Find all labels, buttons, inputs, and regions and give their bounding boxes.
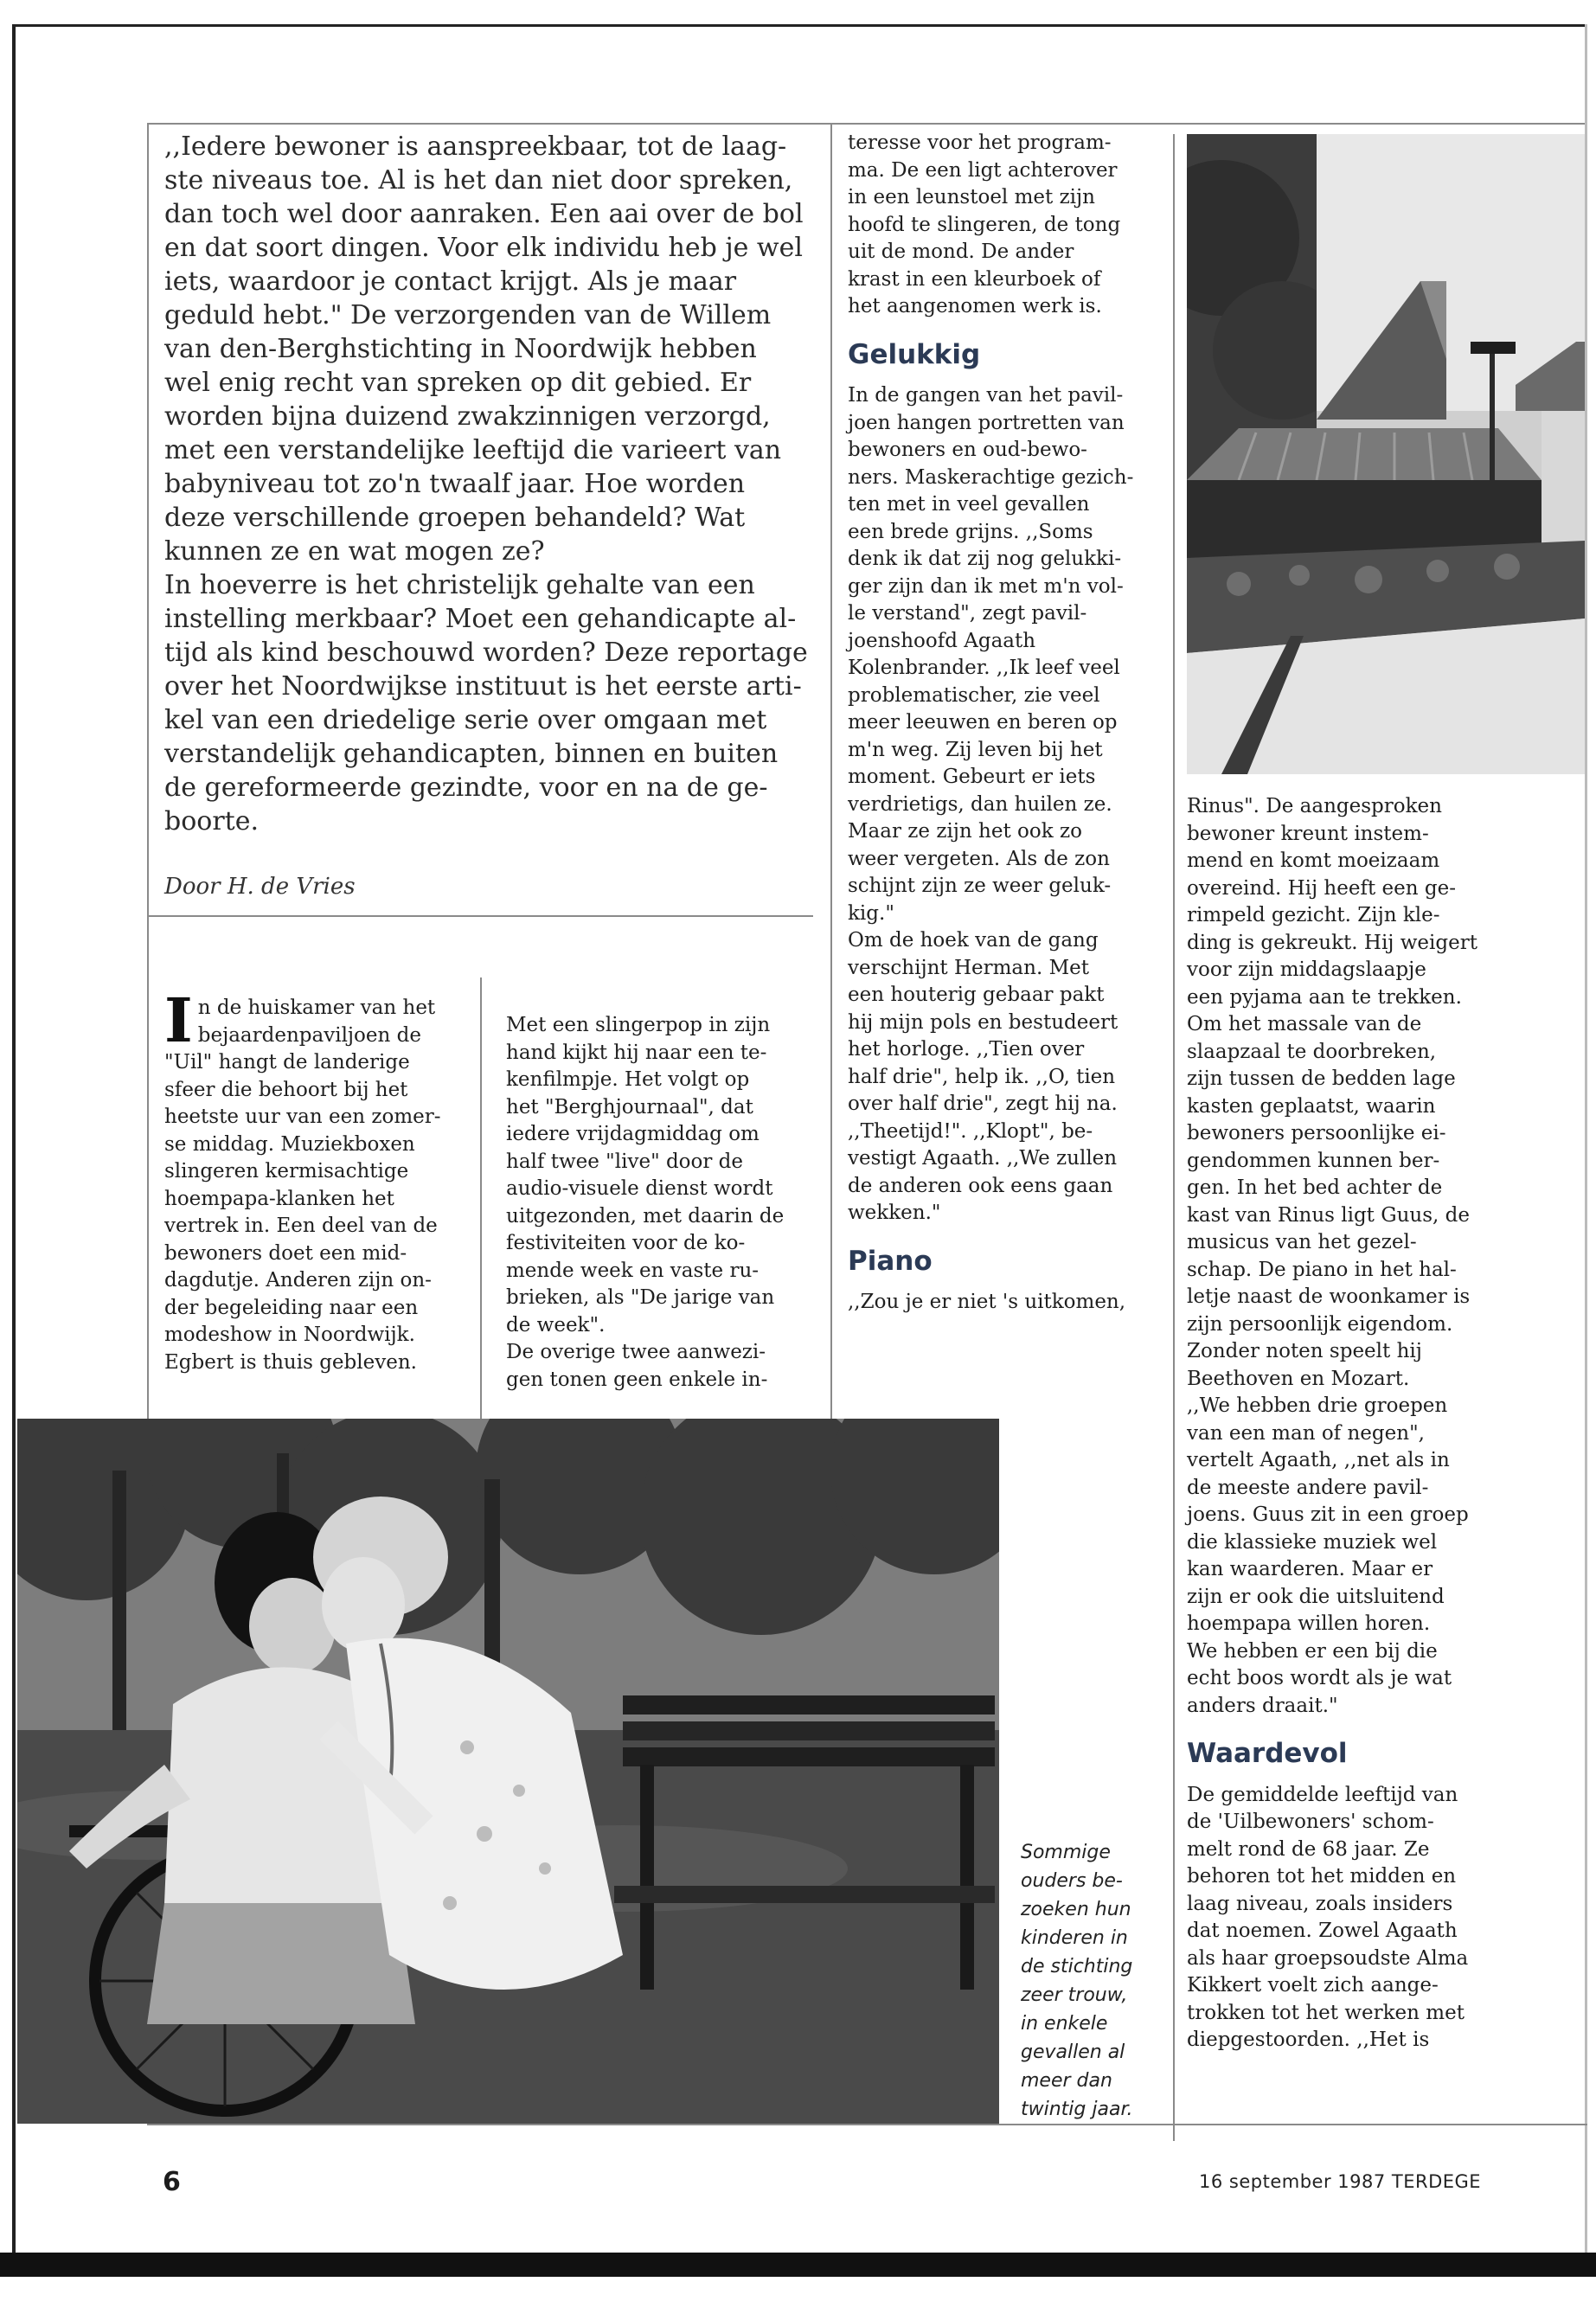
body-line: meer leeuwen en beren op (848, 711, 1118, 734)
body-line: die klassieke muziek wel (1187, 1530, 1438, 1554)
body-line: zijn tussen de bedden lage (1187, 1067, 1456, 1090)
subheading-gelukkig: Gelukkig (848, 338, 981, 370)
body-line: melt rond de 68 jaar. Ze (1187, 1837, 1430, 1861)
intro-line: dan toch wel door aanraken. Een aai over de bol (164, 199, 804, 229)
bottom-rule (147, 2124, 1587, 2125)
body-line: uitgezonden, met daarin de (506, 1204, 785, 1227)
intro-line: verstandelijk gehandicapten, binnen en buiten (164, 739, 779, 769)
photo-caption (1021, 1838, 1163, 2124)
body-line: bewoner kreunt instem- (1187, 822, 1429, 845)
body-line: joens. Guus zit in een groep (1187, 1503, 1469, 1526)
subheading-piano: Piano (848, 1245, 933, 1277)
body-line: kig." (848, 901, 894, 925)
body-line: Maar ze zijn het ook zo (848, 820, 1082, 843)
body-line: ,,We hebben drie groepen (1187, 1394, 1448, 1417)
body-line: schijnt zijn ze weer geluk- (848, 875, 1112, 897)
intro-line: geduld hebt." De verzorgenden van de Willem (164, 300, 772, 330)
column-rule-left (147, 123, 149, 1420)
body-line: letje naast de woonkamer is (1187, 1285, 1471, 1308)
feature-photo (17, 1419, 999, 2124)
intro-line: kel van een driedelige serie over omgaan met (164, 705, 767, 735)
body-line: rimpeld gezicht. Zijn kle- (1187, 904, 1440, 926)
body-line: dagdutje. Anderen zijn on- (164, 1269, 432, 1292)
body-line: slaapzaal te doorbreken, (1187, 1040, 1437, 1063)
intro-line: met een verstandelijke leeftijd die varieert van (164, 435, 782, 465)
body-line: het "Berghjournaal", dat (506, 1095, 753, 1118)
body-line: half twee "live" door de (506, 1150, 744, 1173)
body-line: Om het massale van de (1187, 1013, 1422, 1035)
body-line: ,,Zou je er niet 's uitkomen, (848, 1291, 1126, 1313)
drop-cap: I (164, 984, 193, 1056)
intro-line: deze verschillende groepen behandeld? Wat (164, 503, 746, 533)
body-line: Met een slingerpop in zijn (506, 1014, 771, 1036)
intro-line: worden bijna duizend zwakzinnigen verzorgd, (164, 401, 771, 432)
intro-line: wel enig recht van spreken op dit gebied. Er (164, 368, 752, 398)
intro-line: van den-Berghstichting in Noordwijk hebben (164, 334, 757, 364)
page-frame-right (1585, 24, 1587, 2256)
feature-photo-graphic (17, 1419, 999, 2124)
intro-line: boorte. (164, 806, 260, 836)
page-number: 6 (163, 2167, 181, 2197)
body-line: mend en komt moeizaam (1187, 849, 1440, 872)
body-line: ger zijn dan ik met m'n vol- (848, 574, 1124, 598)
intro-line: tijd als kind beschouwd worden? Deze reportage (164, 638, 808, 668)
caption-line: gevallen al (1021, 2041, 1125, 2063)
body-line: krast in een kleurboek of (848, 267, 1101, 291)
body-line: een brede grijns. ,,Soms (848, 520, 1093, 543)
body-line: in een leunstoel met zijn (848, 186, 1095, 208)
body-line: musicus van het gezel- (1187, 1231, 1417, 1253)
intro-line: instelling merkbaar? Moet een gehandicapte al- (164, 604, 797, 634)
column-rule-right (1173, 134, 1175, 2141)
body-line: Zonder noten speelt hij (1187, 1340, 1422, 1362)
body-line: "Uil" hangt de landerige (164, 1051, 410, 1074)
issue-line: 16 september 1987 TERDEGE (1199, 2171, 1482, 2192)
body-line: vestigt Agaath. ,,We zullen (848, 1147, 1118, 1170)
page-frame-top (12, 24, 1586, 27)
body-line: ding is gekreukt. Hij weigert (1187, 931, 1477, 954)
body-line: hoofd te slingeren, de tong (848, 213, 1121, 236)
body-line: hij mijn pols en bestudeert (848, 1010, 1118, 1034)
intro-line: ,,Iedere bewoner is aanspreekbaar, tot de laag- (164, 131, 787, 162)
body-line: brieken, als "De jarige van (506, 1286, 775, 1309)
body-line: laag niveau, zoals insiders (1187, 1892, 1453, 1915)
intro-line: de gereformeerde gezindte, voor en na de ge- (164, 772, 768, 803)
intro-line: kunnen ze en wat mogen ze? (164, 536, 545, 567)
body-line: een houterig gebaar pakt (848, 984, 1105, 1006)
body-line: verdrietigs, dan huilen ze. (848, 792, 1112, 816)
body-line: le verstand", zegt pavil- (848, 602, 1087, 625)
body-line: diepgestoorden. ,,Het is (1187, 2029, 1430, 2051)
body-column-1 (164, 984, 463, 1376)
caption-line: kinderen in (1021, 1927, 1128, 1949)
body-line: van een man of negen", (1187, 1421, 1425, 1445)
body-line: kenfilmpje. Het volgt op (506, 1068, 750, 1091)
body-line: zijn persoonlijk eigendom. (1187, 1312, 1453, 1336)
body-line: ten met in veel gevallen (848, 493, 1090, 516)
body-line: moment. Gebeurt er iets (848, 766, 1096, 788)
body-line: bewoners en oud-bewo- (848, 439, 1087, 461)
body-line: uit de mond. De ander (848, 240, 1074, 263)
body-column-2 (506, 1012, 813, 1394)
body-line: Egbert is thuis gebleven. (164, 1350, 417, 1374)
body-line: een pyjama aan te trekken. (1187, 985, 1462, 1009)
intro-line: over het Noordwijkse instituut is het eerste arti- (164, 671, 802, 702)
body-line: gendommen kunnen ber- (1187, 1149, 1440, 1172)
body-line: bejaardenpaviljoen de (197, 1023, 421, 1047)
body-line: verschijnt Herman. Met (848, 956, 1089, 979)
body-line: m'n weg. Zij leven bij het (848, 738, 1103, 761)
body-line: het horloge. ,,Tien over (848, 1038, 1085, 1061)
body-line: mende week en vaste ru- (506, 1259, 760, 1282)
body-line: Kolenbrander. ,,Ik leef veel (848, 657, 1120, 679)
caption-line: twintig jaar. (1021, 2099, 1133, 2120)
body-line: trokken tot het werken met (1187, 2001, 1465, 2024)
body-line: teresse voor het program- (848, 131, 1112, 154)
body-line: gen tonen geen enkele in- (506, 1368, 768, 1391)
body-line: sfeer die behoort bij het (164, 1078, 408, 1101)
page-frame-left (12, 24, 16, 2256)
body-column-4 (1187, 793, 1533, 2054)
body-line: wekken." (848, 1202, 941, 1224)
body-line: zijn er ook die uitsluitend (1187, 1585, 1445, 1608)
body-line: bewoners persoonlijke ei- (1187, 1122, 1446, 1144)
intro-line: iets, waardoor je contact krijgt. Als je maar (164, 266, 737, 297)
body-line: kan waarderen. Maar er (1187, 1558, 1433, 1580)
body-line: de week". (506, 1313, 606, 1336)
body-line: De overige twee aanwezi- (506, 1341, 766, 1363)
top-rule (147, 123, 1585, 125)
body-line: bewoners doet een mid- (164, 1241, 407, 1265)
building-photo-graphic (1187, 134, 1585, 774)
intro-line: en dat soort dingen. Voor elk individu heb je wel (164, 233, 803, 263)
body-line: hand kijkt hij naar een te- (506, 1041, 767, 1064)
byline-rule (147, 915, 813, 917)
body-line: modeshow in Noordwijk. (164, 1324, 415, 1346)
body-line: de meeste andere pavil- (1187, 1476, 1429, 1499)
body-column-3 (848, 130, 1159, 1317)
column-rule-body (480, 977, 482, 1419)
body-line: Kikkert voelt zich aange- (1187, 1974, 1439, 1997)
building-photo (1187, 134, 1585, 774)
caption-line: in enkele (1021, 2013, 1108, 2035)
body-line: weer vergeten. Als de zon (848, 847, 1110, 870)
body-line: als haar groepsoudste Alma (1187, 1946, 1469, 1970)
body-line: denk ik dat zij nog gelukki- (848, 548, 1122, 570)
body-line: In de gangen van het pavil- (848, 384, 1124, 407)
body-line: half drie", help ik. ,,O, tien (848, 1065, 1116, 1088)
caption-line: de stichting (1021, 1956, 1133, 1977)
body-line: n de huiskamer van het (197, 997, 436, 1019)
subheading-waardevol: Waardevol (1187, 1738, 1348, 1769)
body-line: ma. De een ligt achterover (848, 158, 1118, 182)
body-line: heetste uur van een zomer- (164, 1106, 441, 1128)
caption-line: ouders be- (1021, 1870, 1123, 1892)
intro-line: In hoeverre is het christelijk gehalte van een (164, 570, 755, 600)
body-line: audio-visuele dienst wordt (506, 1177, 773, 1200)
body-line: Rinus". De aangesproken (1187, 795, 1442, 817)
body-line: festiviteiten voor de ko- (506, 1232, 746, 1254)
caption-line: Sommige (1021, 1842, 1111, 1863)
body-line: overeind. Hij heeft een ge- (1187, 876, 1456, 900)
body-line: het aangenomen werk is. (848, 295, 1102, 317)
intro-line: ste niveaus toe. Al is het dan niet door spreken, (164, 165, 793, 195)
body-line: slingeren kermisachtige (164, 1160, 409, 1183)
body-line: De gemiddelde leeftijd van (1187, 1783, 1458, 1806)
body-line: schap. De piano in het hal- (1187, 1258, 1457, 1281)
body-line: hoempapa willen horen. (1187, 1612, 1431, 1635)
body-line: echt boos wordt als je wat (1187, 1667, 1452, 1689)
body-line: dat noemen. Zowel Agaath (1187, 1920, 1458, 1942)
body-line: hoempapa-klanken het (164, 1187, 394, 1210)
body-line: iedere vrijdagmiddag om (506, 1123, 760, 1145)
body-line: gen. In het bed achter de (1187, 1176, 1443, 1199)
body-line: We hebben er een bij die (1187, 1639, 1438, 1663)
body-line: se middag. Muziekboxen (164, 1132, 415, 1156)
body-line: kast van Rinus ligt Guus, de (1187, 1203, 1470, 1227)
caption-line: meer dan (1021, 2070, 1112, 2092)
body-line: de anderen ook eens gaan (848, 1174, 1113, 1197)
byline: Door H. de Vries (164, 874, 356, 900)
body-line: behoren tot het midden en (1187, 1865, 1457, 1888)
caption-line: zeer trouw, (1021, 1984, 1128, 2006)
body-line: joen hangen portretten van (848, 411, 1125, 434)
body-line: ners. Maskerachtige gezich- (848, 465, 1134, 489)
intro-line: babyniveau tot zo'n twaalf jaar. Hoe worden (164, 469, 746, 499)
body-line: Om de hoek van de gang (848, 929, 1099, 952)
body-line: ,,Theetijd!". ,,Klopt", be- (848, 1119, 1093, 1143)
body-line: voor zijn middagslaapje (1187, 958, 1426, 981)
column-rule-center (830, 123, 832, 1420)
body-line: vertrek in. Een deel van de (164, 1215, 438, 1237)
body-line: joenshoofd Agaath (848, 629, 1036, 652)
body-line: problematischer, zie veel (848, 683, 1100, 707)
body-line: Beethoven en Mozart. (1187, 1367, 1410, 1390)
body-line: vertelt Agaath, ,,net als in (1187, 1449, 1450, 1471)
body-line: over half drie", zegt hij na. (848, 1093, 1118, 1115)
body-line: der begeleiding naar een (164, 1296, 419, 1319)
body-line: anders draait." (1187, 1694, 1338, 1717)
body-line: de 'Uilbewoners' schom- (1187, 1811, 1434, 1833)
caption-line: zoeken hun (1021, 1899, 1131, 1920)
page-frame-bottom (0, 2253, 1596, 2277)
body-line: kasten geplaatst, waarin (1187, 1094, 1436, 1118)
intro-paragraph (164, 130, 809, 838)
